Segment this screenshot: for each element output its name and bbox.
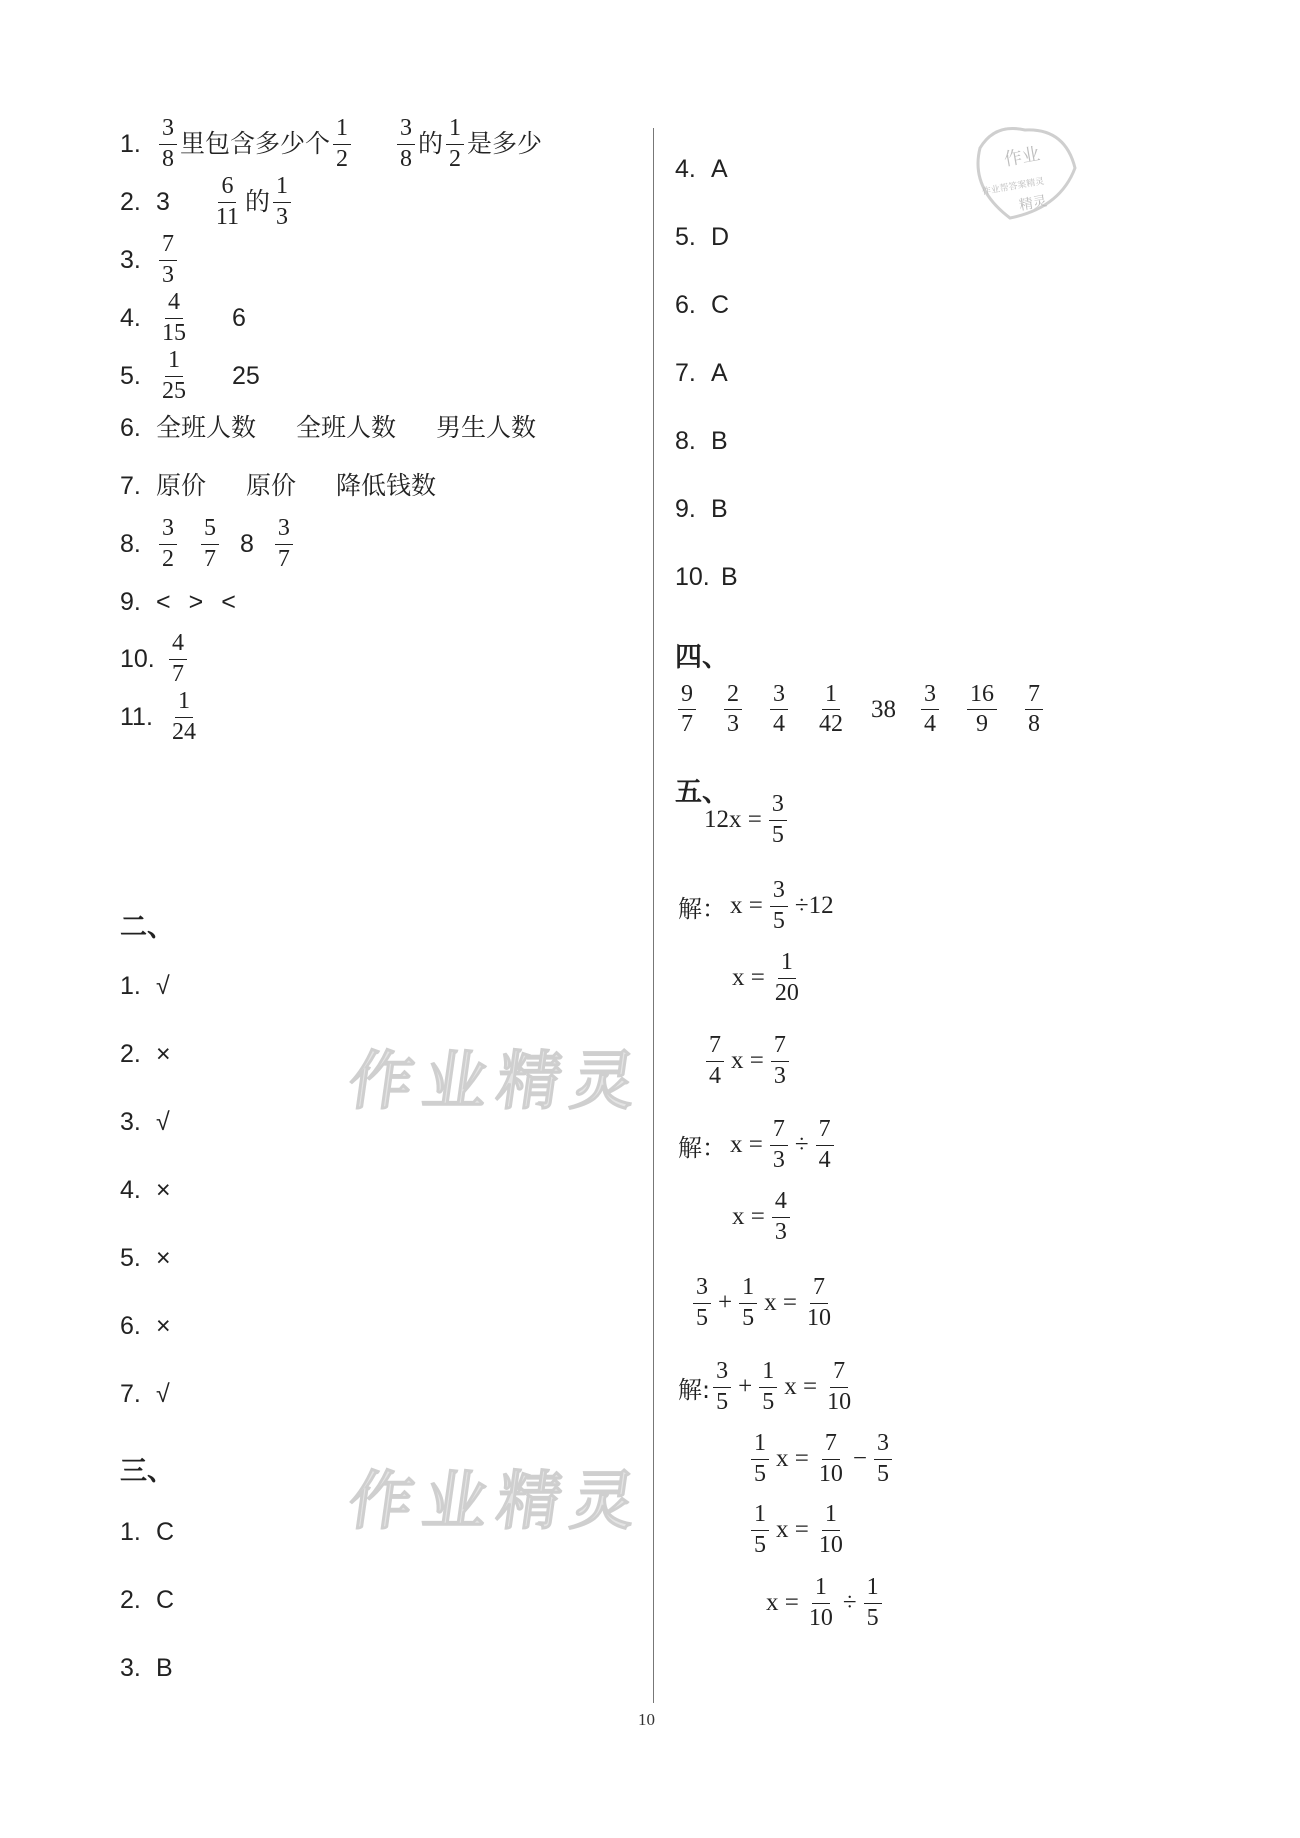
answer-number: 1. bbox=[120, 1518, 141, 1546]
fraction-numerator: 3 bbox=[159, 116, 177, 144]
fraction-denominator: 3 bbox=[276, 203, 289, 230]
fraction bbox=[169, 689, 199, 744]
answer-number: 3. bbox=[120, 245, 141, 274]
answer-value: √ bbox=[156, 1380, 170, 1408]
fraction-numerator: 1 bbox=[812, 1575, 830, 1603]
answer-item bbox=[767, 682, 791, 737]
fraction-numerator: 5 bbox=[201, 516, 219, 544]
fraction-numerator: 7 bbox=[770, 1117, 788, 1145]
fraction-numerator: 2 bbox=[724, 682, 742, 710]
text-segment: x = bbox=[784, 1373, 818, 1400]
text-segment: 是多少 bbox=[467, 129, 543, 158]
answer-number: 2. bbox=[120, 1586, 141, 1614]
fraction-denominator: 4 bbox=[818, 1146, 831, 1173]
fraction-numerator: 3 bbox=[769, 792, 787, 820]
fraction-denominator: 10 bbox=[818, 1460, 843, 1487]
answer-number: 4. bbox=[675, 155, 696, 183]
answer-value: A bbox=[711, 359, 728, 387]
watermark-text: 作业精灵 bbox=[343, 1465, 651, 1539]
fraction-numerator: 7 bbox=[1025, 682, 1043, 710]
answer-row bbox=[120, 1042, 171, 1067]
fraction-numerator: 1 bbox=[273, 174, 291, 202]
answer-value: √ bbox=[156, 1108, 170, 1136]
fraction-denominator: 24 bbox=[172, 718, 196, 745]
fraction-denominator: 5 bbox=[762, 1388, 775, 1415]
fraction-numerator: 1 bbox=[778, 950, 796, 978]
text-segment: > bbox=[188, 587, 204, 616]
fraction-numerator: 7 bbox=[816, 1117, 834, 1145]
answer-row bbox=[120, 400, 536, 456]
fraction bbox=[816, 682, 846, 737]
solution-label: 解： bbox=[678, 1133, 726, 1162]
answer-value: B bbox=[711, 495, 728, 523]
answer-row bbox=[675, 497, 728, 522]
answer-row bbox=[675, 565, 738, 590]
answer-number: 10. bbox=[675, 563, 710, 591]
text-segment: 降低钱数 bbox=[336, 471, 437, 500]
answer-row bbox=[675, 225, 729, 250]
equation-line bbox=[678, 1111, 837, 1179]
fraction-denominator: 3 bbox=[774, 1218, 787, 1245]
answer-number: 2. bbox=[120, 187, 141, 216]
fraction-numerator: 1 bbox=[739, 1275, 757, 1303]
answer-value: B bbox=[156, 1654, 173, 1682]
fraction bbox=[159, 290, 189, 345]
fraction bbox=[770, 1117, 788, 1172]
fraction-numerator: 3 bbox=[159, 516, 177, 544]
equation-line bbox=[728, 944, 805, 1012]
answer-row bbox=[120, 574, 236, 630]
fraction-denominator: 5 bbox=[876, 1460, 889, 1487]
fraction bbox=[446, 116, 464, 171]
fraction bbox=[751, 1431, 769, 1486]
fraction-denominator: 2 bbox=[449, 145, 462, 172]
fraction bbox=[770, 878, 788, 933]
fraction-denominator: 3 bbox=[727, 711, 739, 738]
fraction-denominator: 25 bbox=[162, 377, 186, 404]
section-five-heading: 五、 bbox=[675, 777, 729, 808]
section-four-answers bbox=[675, 682, 1068, 737]
answer-row bbox=[120, 348, 260, 404]
fraction-numerator: 4 bbox=[169, 631, 187, 659]
answer-row bbox=[120, 290, 246, 346]
fraction-denominator: 5 bbox=[754, 1531, 766, 1558]
fraction bbox=[275, 516, 293, 571]
fraction-numerator: 1 bbox=[864, 1575, 882, 1603]
fraction bbox=[816, 1431, 846, 1486]
fraction-numerator: 3 bbox=[874, 1431, 892, 1459]
answer-row bbox=[120, 1382, 170, 1407]
equation-line bbox=[748, 1496, 849, 1564]
answer-item bbox=[871, 697, 896, 722]
answer-number: 8. bbox=[120, 529, 141, 558]
equation-line bbox=[700, 786, 790, 854]
equation-line bbox=[703, 1027, 792, 1095]
fraction bbox=[706, 1033, 724, 1088]
fraction bbox=[169, 631, 187, 686]
fraction-denominator: 3 bbox=[773, 1062, 786, 1089]
text-segment: x = bbox=[764, 1289, 797, 1316]
answer-number: 9. bbox=[120, 587, 141, 616]
answer-number: 7. bbox=[120, 471, 141, 500]
answer-number: 7. bbox=[120, 1380, 141, 1408]
fraction bbox=[739, 1275, 757, 1330]
answer-row bbox=[120, 1656, 173, 1681]
fraction-denominator: 5 bbox=[716, 1388, 729, 1415]
fraction-numerator: 7 bbox=[822, 1431, 840, 1459]
fraction bbox=[921, 682, 939, 737]
fraction-denominator: 5 bbox=[866, 1604, 879, 1631]
fraction-denominator: 2 bbox=[336, 145, 349, 172]
fraction-denominator: 10 bbox=[827, 1388, 852, 1415]
answer-number: 5. bbox=[675, 223, 696, 251]
section-two-heading: 二、 bbox=[120, 912, 174, 943]
answer-row bbox=[120, 689, 202, 745]
text-segment: + bbox=[738, 1373, 753, 1400]
fraction-denominator: 3 bbox=[772, 1146, 785, 1173]
fraction-denominator: 5 bbox=[772, 907, 785, 934]
fraction-numerator: 4 bbox=[165, 290, 183, 318]
fraction bbox=[824, 1359, 854, 1414]
answer-number: 4. bbox=[120, 1176, 141, 1204]
answer-row bbox=[120, 1588, 174, 1613]
answer-number: 1. bbox=[120, 972, 141, 1000]
answer-number: 3. bbox=[120, 1654, 141, 1682]
fraction bbox=[213, 174, 242, 229]
section-three-heading: 三、 bbox=[120, 1456, 174, 1487]
text-segment: x = bbox=[732, 1203, 765, 1230]
text-segment: 男生人数 bbox=[436, 413, 537, 442]
text-segment: 6 bbox=[232, 303, 246, 332]
fraction bbox=[397, 116, 415, 171]
fraction-denominator: 15 bbox=[162, 319, 186, 346]
fraction bbox=[724, 682, 742, 737]
text-segment: 全班人数 bbox=[296, 413, 397, 442]
watermark-text: 作业精灵 bbox=[343, 1045, 651, 1119]
fraction-denominator: 9 bbox=[976, 711, 988, 738]
answer-value: B bbox=[711, 427, 728, 455]
fraction bbox=[967, 682, 997, 737]
text-segment: 3 bbox=[156, 187, 170, 216]
fraction-numerator: 1 bbox=[751, 1431, 769, 1459]
answer-item bbox=[675, 682, 699, 737]
text-segment: < bbox=[156, 587, 171, 616]
solution-label: 解： bbox=[678, 894, 726, 923]
answer-row bbox=[120, 1314, 171, 1339]
text-segment: − bbox=[852, 1445, 867, 1472]
fraction-denominator: 11 bbox=[215, 203, 240, 230]
answer-item bbox=[721, 682, 745, 737]
answer-number: 1. bbox=[120, 129, 141, 158]
fraction-denominator: 7 bbox=[204, 545, 216, 572]
answer-value: √ bbox=[156, 972, 170, 1000]
answer-value: C bbox=[711, 291, 730, 319]
answer-number: 6. bbox=[120, 413, 141, 442]
fraction-denominator: 7 bbox=[172, 660, 184, 687]
column-divider bbox=[653, 128, 654, 1703]
fraction-numerator: 1 bbox=[751, 1502, 769, 1530]
watermark-stamp-logo bbox=[960, 118, 1080, 228]
answer-value: × bbox=[156, 1040, 171, 1068]
page-number: 10 bbox=[638, 1710, 655, 1729]
text-segment: x = bbox=[776, 1516, 809, 1543]
text-segment: x = bbox=[766, 1589, 799, 1616]
text-segment: 12x = bbox=[704, 806, 762, 833]
answer-value: A bbox=[711, 155, 728, 183]
answer-row bbox=[120, 458, 436, 514]
fraction bbox=[201, 516, 219, 571]
fraction-denominator: 10 bbox=[806, 1304, 831, 1331]
text-segment: x = bbox=[732, 964, 765, 991]
fraction-numerator: 1 bbox=[165, 348, 183, 376]
fraction bbox=[273, 174, 291, 229]
equation-line bbox=[762, 1569, 885, 1637]
answer-item bbox=[964, 682, 1000, 737]
fraction bbox=[713, 1359, 731, 1414]
text-segment: 的 bbox=[418, 129, 444, 158]
equation-line bbox=[678, 872, 838, 940]
text-segment: 原价 bbox=[246, 471, 297, 500]
fraction bbox=[751, 1502, 769, 1557]
text-segment: 的 bbox=[245, 187, 271, 216]
fraction bbox=[693, 1275, 711, 1330]
text-segment: ÷ bbox=[794, 1131, 809, 1158]
fraction bbox=[159, 516, 177, 571]
fraction-numerator: 7 bbox=[706, 1033, 724, 1061]
fraction-denominator: 4 bbox=[773, 711, 785, 738]
fraction-numerator: 4 bbox=[772, 1189, 790, 1217]
fraction-denominator: 5 bbox=[742, 1304, 755, 1331]
text-segment: x = bbox=[730, 1131, 763, 1158]
fraction-denominator: 3 bbox=[162, 261, 174, 288]
equation-line bbox=[728, 1183, 793, 1251]
answer-number: 3. bbox=[120, 1108, 141, 1136]
fraction-numerator: 6 bbox=[218, 174, 236, 202]
answer-row bbox=[120, 974, 170, 999]
stamp-bottom-text: 精灵 bbox=[1017, 193, 1049, 214]
fraction bbox=[816, 1117, 834, 1172]
fraction-denominator: 5 bbox=[771, 821, 784, 848]
text-segment: 全班人数 bbox=[156, 413, 257, 442]
fraction-numerator: 3 bbox=[770, 878, 788, 906]
answer-row bbox=[120, 1110, 170, 1135]
text-segment: 8 bbox=[240, 529, 254, 558]
fraction-denominator: 42 bbox=[819, 711, 843, 738]
fraction bbox=[678, 682, 696, 737]
text-segment: 里包含多少个 bbox=[180, 129, 331, 158]
text-segment: x = bbox=[730, 892, 763, 919]
answer-value: D bbox=[711, 223, 730, 251]
section-four-heading: 四、 bbox=[675, 642, 729, 673]
answer-row bbox=[120, 1178, 171, 1203]
answer-number: 5. bbox=[120, 361, 141, 390]
fraction-numerator: 1 bbox=[822, 682, 840, 710]
equation-line bbox=[690, 1269, 837, 1337]
fraction-numerator: 3 bbox=[397, 116, 415, 144]
fraction-denominator: 2 bbox=[162, 545, 174, 572]
fraction-denominator: 5 bbox=[696, 1304, 708, 1331]
fraction bbox=[770, 682, 788, 737]
fraction-denominator: 7 bbox=[277, 545, 290, 572]
fraction bbox=[159, 348, 189, 403]
answer-item bbox=[813, 682, 849, 737]
fraction bbox=[759, 1359, 777, 1414]
fraction-denominator: 4 bbox=[709, 1062, 721, 1089]
text-segment: ÷12 bbox=[794, 892, 834, 919]
fraction-denominator: 7 bbox=[681, 711, 693, 738]
text-segment: 25 bbox=[232, 361, 260, 390]
answer-number: 7. bbox=[675, 359, 696, 387]
answer-row bbox=[675, 157, 728, 182]
answer-row bbox=[120, 516, 296, 572]
answer-item bbox=[1022, 682, 1046, 737]
fraction-numerator: 7 bbox=[771, 1033, 789, 1061]
answer-value: B bbox=[721, 563, 738, 591]
fraction-numerator: 7 bbox=[159, 232, 177, 260]
fraction-numerator: 1 bbox=[175, 689, 193, 717]
fraction-numerator: 1 bbox=[759, 1359, 777, 1387]
fraction bbox=[159, 232, 177, 287]
fraction-numerator: 1 bbox=[333, 116, 351, 144]
answer-row bbox=[120, 116, 542, 172]
fraction-numerator: 9 bbox=[678, 682, 696, 710]
answer-value: × bbox=[156, 1176, 171, 1204]
answer-number: 10. bbox=[120, 644, 155, 673]
fraction bbox=[772, 1189, 790, 1244]
answer-value: × bbox=[156, 1312, 171, 1340]
fraction bbox=[864, 1575, 882, 1630]
fraction-numerator: 3 bbox=[693, 1275, 711, 1303]
stamp-mid-text: 作业帮答案精灵 bbox=[981, 176, 1046, 198]
fraction-numerator: 7 bbox=[810, 1275, 828, 1303]
fraction-numerator: 3 bbox=[770, 682, 788, 710]
fraction-numerator: 3 bbox=[921, 682, 939, 710]
text-segment: 原价 bbox=[156, 471, 207, 500]
answer-row bbox=[120, 1520, 174, 1545]
answer-number: 4. bbox=[120, 303, 141, 332]
fraction-numerator: 3 bbox=[275, 516, 293, 544]
answer-value: C bbox=[156, 1518, 175, 1546]
fraction bbox=[771, 1033, 789, 1088]
equation-line bbox=[748, 1425, 895, 1493]
answer-number: 5. bbox=[120, 1244, 141, 1272]
answer-row bbox=[120, 631, 190, 687]
fraction-denominator: 10 bbox=[818, 1531, 843, 1558]
answer-number: 9. bbox=[675, 495, 696, 523]
fraction-numerator: 1 bbox=[446, 116, 464, 144]
solution-label: 解: bbox=[678, 1375, 711, 1404]
text-segment: 38 bbox=[871, 696, 896, 724]
answer-row bbox=[120, 174, 294, 230]
fraction bbox=[804, 1275, 834, 1330]
fraction-numerator: 3 bbox=[713, 1359, 731, 1387]
answer-number: 2. bbox=[120, 1040, 141, 1068]
answer-number: 6. bbox=[675, 291, 696, 319]
answer-row bbox=[120, 1246, 171, 1271]
text-segment: x = bbox=[776, 1445, 809, 1472]
fraction bbox=[769, 792, 787, 847]
fraction-numerator: 7 bbox=[830, 1359, 848, 1387]
stamp-top-text: 作业 bbox=[1002, 143, 1042, 171]
answer-row bbox=[675, 361, 728, 386]
answer-value: C bbox=[156, 1586, 175, 1614]
answer-row bbox=[675, 293, 729, 318]
fraction bbox=[159, 116, 177, 171]
answer-number: 11. bbox=[120, 702, 153, 731]
equation-line bbox=[678, 1353, 857, 1421]
fraction-denominator: 8 bbox=[1028, 711, 1040, 738]
answer-item bbox=[918, 682, 942, 737]
answer-value: × bbox=[156, 1244, 171, 1272]
text-segment: + bbox=[718, 1289, 733, 1316]
answer-row bbox=[675, 429, 728, 454]
fraction-denominator: 8 bbox=[400, 145, 413, 172]
fraction bbox=[816, 1502, 846, 1557]
fraction-denominator: 4 bbox=[924, 711, 936, 738]
fraction bbox=[806, 1575, 836, 1630]
answer-number: 8. bbox=[675, 427, 696, 455]
fraction bbox=[772, 950, 802, 1005]
fraction-denominator: 20 bbox=[774, 979, 799, 1006]
fraction-denominator: 5 bbox=[754, 1460, 766, 1487]
text-segment: ÷ bbox=[842, 1589, 857, 1616]
fraction-numerator: 1 bbox=[822, 1502, 840, 1530]
text-segment: < bbox=[221, 587, 236, 616]
fraction bbox=[1025, 682, 1043, 737]
fraction-numerator: 16 bbox=[967, 682, 997, 710]
fraction-denominator: 8 bbox=[162, 145, 174, 172]
fraction bbox=[874, 1431, 892, 1486]
text-segment: x = bbox=[731, 1047, 764, 1074]
answer-number: 6. bbox=[120, 1312, 141, 1340]
fraction-denominator: 10 bbox=[808, 1604, 833, 1631]
answer-row bbox=[120, 232, 180, 288]
fraction bbox=[333, 116, 351, 171]
